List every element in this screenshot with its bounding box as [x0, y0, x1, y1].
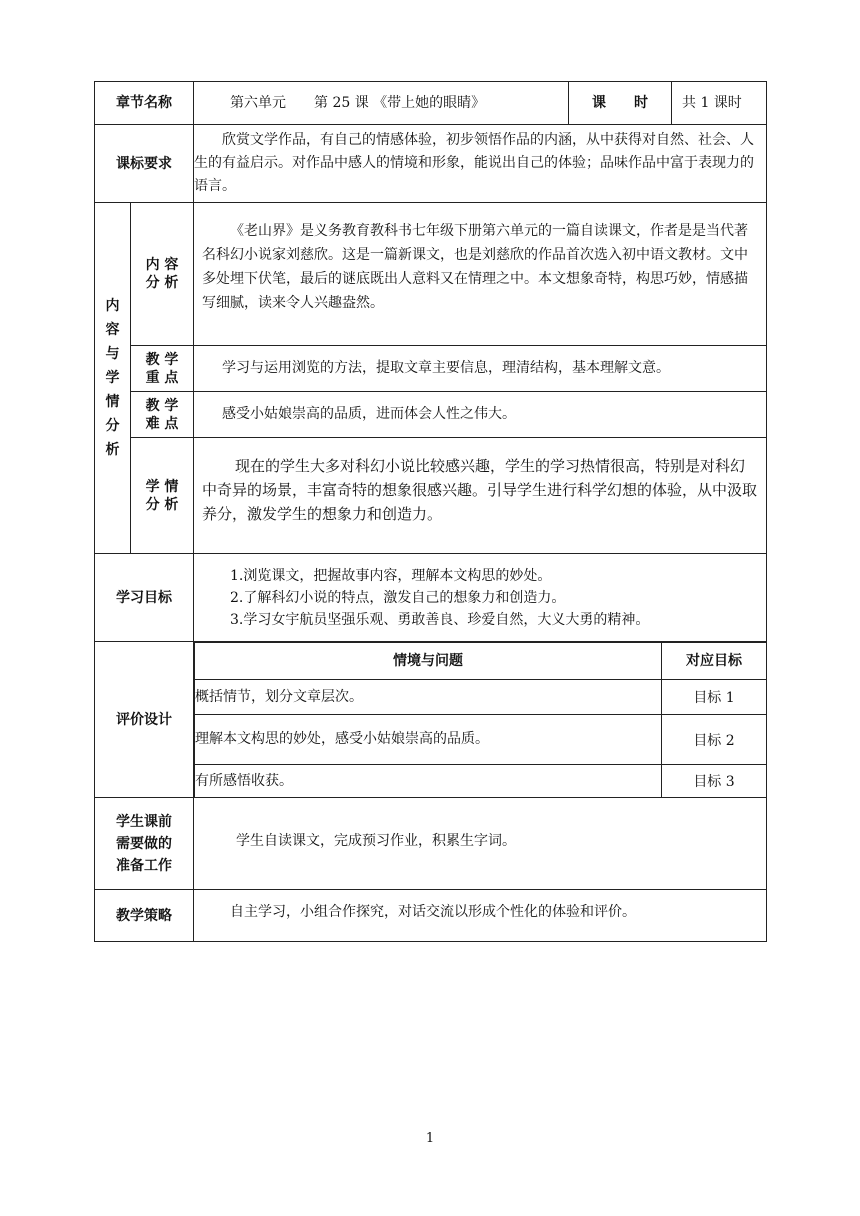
preparation-text: 学生自读课文，完成预习作业，积累生字词。	[194, 798, 767, 890]
evaluation-header-row	[195, 643, 767, 680]
evaluation-target: 目标 1	[662, 680, 767, 715]
key-point-text: 学习与运用浏览的方法，提取文章主要信息，理清结构，基本理解文意。	[194, 346, 767, 392]
content-analysis-row	[95, 203, 767, 346]
content-analysis-label: 内 容 分 析	[131, 203, 194, 346]
curriculum-label: 课标要求	[95, 125, 194, 203]
goal-item: 1.浏览课文，把握故事内容，理解本文构思的妙处。	[230, 567, 552, 584]
strategy-text: 自主学习，小组合作探究，对话交流以形成个性化的体验和评价。	[194, 890, 767, 942]
goals-row	[95, 554, 767, 642]
table-row	[195, 680, 767, 715]
difficulty-text: 感受小姑娘崇高的品质，进而体会人性之伟大。	[194, 392, 767, 438]
chapter-title: 第六单元 第 25 课 《带上她的眼睛》	[194, 82, 569, 125]
difficulty-label: 教 学 难 点	[131, 392, 194, 438]
goals-label: 学习目标	[95, 554, 194, 642]
students-label: 学 情 分 析	[131, 438, 194, 554]
goal-item: 3.学习女宇航员坚强乐观、勇敢善良、珍爱自然，大义大勇的精神。	[230, 611, 650, 628]
evaluation-target: 目标 2	[662, 715, 767, 765]
difficulty-row	[95, 392, 767, 438]
evaluation-row	[95, 642, 767, 798]
students-text: 现在的学生大多对科幻小说比较感兴趣，学生的学习热情很高，特别是对科幻中奇异的场景，丰富奇特的想象很感兴趣。引导学生进行科学幻想的体验，从中汲取养分，激发学生的想象力和创造力。	[194, 438, 767, 554]
page-number: 1	[425, 1131, 435, 1146]
period-label: 课 时	[569, 82, 672, 125]
table-row	[195, 715, 767, 765]
goals-list	[194, 554, 767, 642]
evaluation-target: 目标 3	[662, 765, 767, 797]
period-value: 共 1 课时	[672, 82, 767, 125]
strategy-row	[95, 890, 767, 942]
evaluation-situation: 概括情节，划分文章层次。	[195, 680, 662, 715]
chapter-label: 章节名称	[95, 82, 194, 125]
evaluation-table	[194, 642, 767, 797]
curriculum-row	[95, 125, 767, 203]
evaluation-label: 评价设计	[95, 642, 194, 798]
evaluation-cell	[194, 642, 767, 798]
strategy-label: 教学策略	[95, 890, 194, 942]
content-analysis-text: 《老山界》是义务教育教科书七年级下册第六单元的一篇自读课文，作者是是当代著名科幻小说家刘慈欣。这是一篇新课文，也是刘慈欣的作品首次选入初中语文教材。文中多处埋下伏笔，最后的谜底既出人意料又在情理之中。本文想象奇特，构思巧妙，情感描写细腻，读来令人兴趣盎然。	[194, 203, 767, 346]
preparation-label: 学生课前 需要做的 准备工作	[95, 798, 194, 890]
students-row	[95, 438, 767, 554]
table-row	[195, 765, 767, 797]
analysis-section-label: 内 容 与 学 情 分 析	[95, 203, 131, 554]
chapter-row	[95, 82, 767, 125]
curriculum-text: 欣赏文学作品，有自己的情感体验，初步领悟作品的内涵，从中获得对自然、社会、人生的有益启示。对作品中感人的情境和形象，能说出自己的体验；品味作品中富于表现力的语言。	[194, 125, 767, 203]
evaluation-col-situation: 情境与问题	[195, 643, 662, 680]
evaluation-situation: 理解本文构思的妙处，感受小姑娘崇高的品质。	[195, 715, 662, 765]
key-point-row	[95, 346, 767, 392]
key-point-label: 教 学 重 点	[131, 346, 194, 392]
evaluation-col-target: 对应目标	[662, 643, 767, 680]
goal-item: 2.了解科幻小说的特点，激发自己的想象力和创造力。	[230, 589, 566, 606]
evaluation-situation: 有所感悟收获。	[195, 765, 662, 797]
lesson-plan-table	[94, 81, 767, 942]
preparation-row	[95, 798, 767, 890]
